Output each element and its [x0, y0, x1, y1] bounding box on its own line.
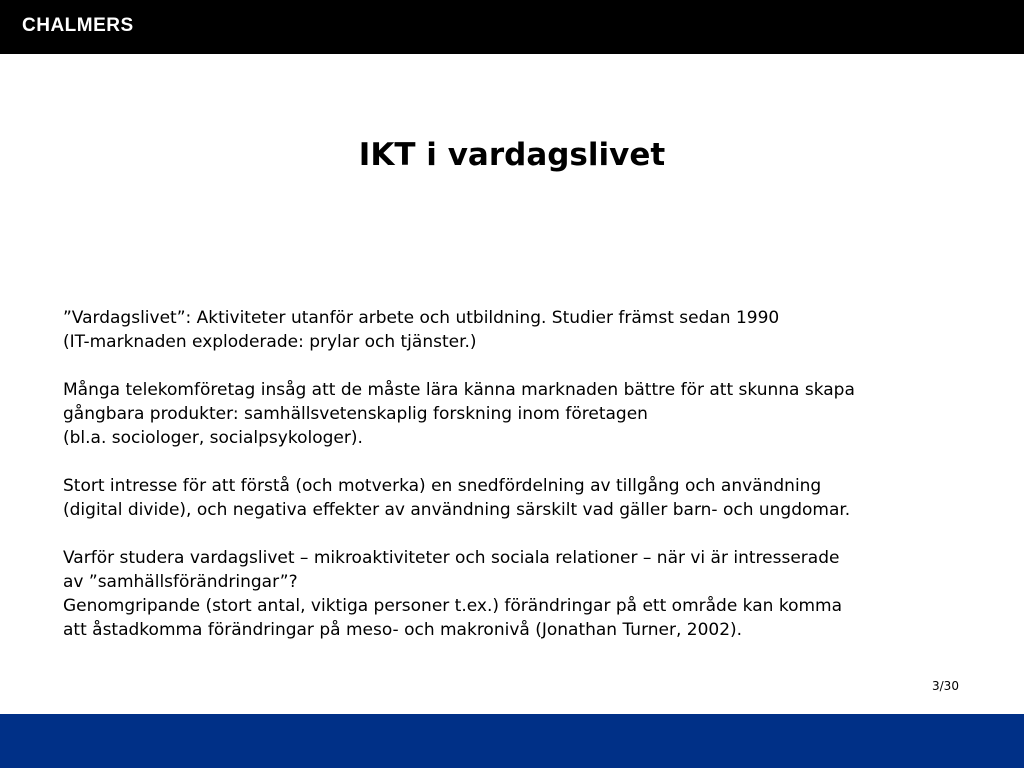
- slide-title: IKT i vardagslivet: [358, 137, 666, 173]
- body-line: av ”samhällsförändringar”?: [63, 572, 298, 592]
- page-number: 3/30: [932, 679, 959, 693]
- body-line: (bl.a. sociologer, socialpsykologer).: [63, 428, 363, 448]
- paragraph-gap: [63, 450, 1008, 474]
- slide-body: [63, 306, 1008, 642]
- body-line: (digital divide), och negativa effekter av användning särskilt vad gäller barn- och ungdomar.: [63, 500, 851, 520]
- body-line: gångbara produkter: samhällsvetenskaplig forskning inom företagen: [63, 404, 648, 424]
- body-line: att åstadkomma förändringar på meso- och makronivå (Jonathan Turner, 2002).: [63, 620, 743, 640]
- header-bar: [0, 0, 1024, 54]
- body-line: Stort intresse för att förstå (och motverka) en snedfördelning av tillgång och användning: [63, 476, 822, 496]
- body-line: Många telekomföretag insåg att de måste lära känna marknaden bättre för att skunna skapa: [63, 380, 855, 400]
- footer-bar: [0, 714, 1024, 768]
- body-line: Genomgripande (stort antal, viktiga personer t.ex.) förändringar på ett område kan komma: [63, 596, 843, 616]
- body-line: Varför studera vardagslivet – mikroaktiviteter och sociala relationer – när vi är intresserade: [63, 548, 840, 568]
- paragraph-gap: [63, 354, 1008, 378]
- body-line: (IT-marknaden exploderade: prylar och tjänster.): [63, 332, 477, 352]
- body-line: ”Vardagslivet”: Aktiviteter utanför arbete och utbildning. Studier främst sedan 1990: [63, 308, 780, 328]
- chalmers-logo: CHALMERS: [22, 15, 134, 36]
- paragraph-gap: [63, 522, 1008, 546]
